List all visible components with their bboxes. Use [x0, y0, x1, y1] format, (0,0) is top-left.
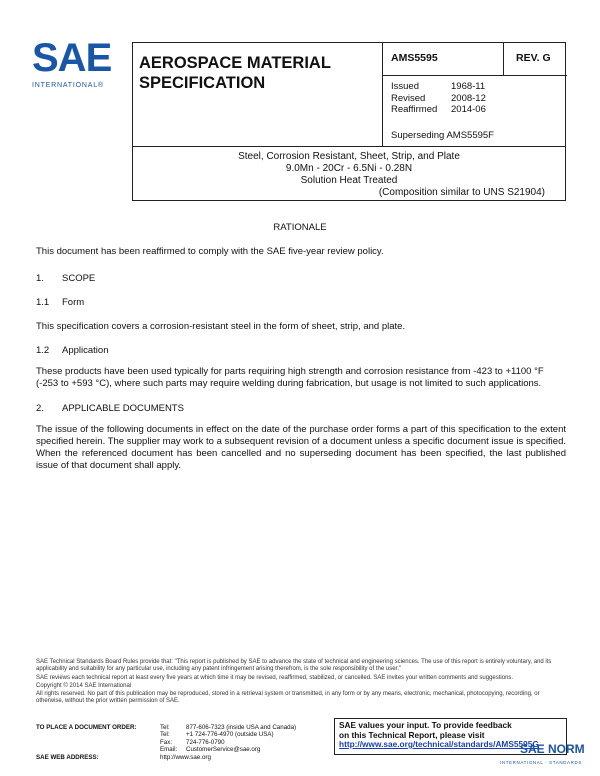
- copyright: Copyright © 2014 SAE International: [36, 682, 132, 689]
- form-text: This specification covers a corrosion-resistant steel in the form of sheet, strip, and plate.: [36, 321, 406, 332]
- sae-logo-subtitle: INTERNATIONAL®: [32, 82, 104, 89]
- feedback-link[interactable]: http://www.sae.org/technical/standards/AMS5595G: [339, 739, 539, 749]
- section-number: 1.2: [36, 345, 50, 356]
- applicable-documents-text: The issue of the following documents in effect on the date of the purchase order forms a part of this specification to the extent specified herein. The supplier may work to a subsequent revision of a document unless a specific document issue is specified. When the referenced document has been cancelled and no superseding document has been specified, the last published issue of that document shall apply.: [36, 424, 566, 471]
- contact-value: 724-776-0790: [186, 738, 225, 746]
- subject-line: Solution Heat Treated: [300, 175, 398, 186]
- section-number: 2.: [36, 403, 44, 414]
- spec-type-cell: [133, 43, 383, 146]
- date-label: Issued: [391, 81, 419, 92]
- legal-paragraph: SAE Technical Standards Board Rules provide that: "This report is published by SAE to advance the state of technical and engineering sciences. The use of this report is entirely voluntary, and its applicability and suitability for any particular use, including any patent infringement arising therefrom, is the sole responsibility of the user.": [36, 659, 552, 673]
- date-row: [391, 93, 486, 105]
- sae-logo-letters: SAE: [32, 36, 112, 80]
- date-row: [391, 81, 486, 93]
- section-title: APPLICABLE DOCUMENTS: [62, 403, 184, 414]
- contact-key: Email:: [160, 745, 178, 753]
- section-title: Application: [62, 345, 109, 356]
- section-number: 1.: [36, 273, 44, 284]
- contact-value: 877-606-7323 (inside USA and Canada): [186, 724, 297, 731]
- spec-type-title: [139, 53, 331, 93]
- contact-key: Fax:: [160, 738, 173, 746]
- application-text: These products have been used typically for parts requiring high strength and corrosion resistance from -423 to +1100 °F (-253 to +593 °C), where such parts may require welding during fabrication, but usage is not limited to such applications.: [36, 366, 544, 389]
- date-list: [391, 81, 486, 116]
- contact-key: Tel:: [160, 731, 170, 739]
- superseding: Superseding AMS5595F: [391, 130, 494, 141]
- subject-line: (Composition similar to UNS S21904): [378, 187, 545, 198]
- header-box: [132, 42, 566, 201]
- spec-type-line1: AEROSPACE MATERIAL: [139, 54, 331, 72]
- legal-paragraph: SAE reviews each technical report at least every five years at which time it may be revised, reaffirmed, stabilized, or cancelled. SAE invites your written comments and suggestions.: [36, 674, 514, 681]
- date-label: Revised: [391, 92, 426, 104]
- revision: REV. G: [516, 52, 551, 64]
- contact-value: +1 724-776-4970 (outside USA): [186, 731, 274, 739]
- section-heading-form: [36, 297, 84, 308]
- date-value: 2008-12: [451, 92, 486, 104]
- date-value: 2014-06: [451, 104, 486, 115]
- doc-number: AMS5595: [391, 52, 438, 64]
- watermark-text: SAE NORM: [520, 742, 585, 756]
- web-url-link[interactable]: http://www.sae.org: [160, 754, 211, 761]
- doc-number-cell: [383, 43, 504, 76]
- section-heading-application: [36, 345, 108, 356]
- rationale-text: This document has been reaffirmed to comply with the SAE five-year review policy.: [36, 246, 384, 257]
- section-title: Form: [62, 297, 85, 308]
- subject-line: 9.0Mn - 20Cr - 6.5Ni - 0.28N: [285, 163, 413, 174]
- date-value: 1968-11: [451, 81, 486, 92]
- subject-line: Steel, Corrosion Resistant, Sheet, Strip, and Plate: [238, 151, 460, 162]
- spec-type-line2: SPECIFICATION: [139, 74, 266, 92]
- header-divider: [133, 146, 565, 147]
- sae-logo: [22, 36, 122, 98]
- feedback-line: SAE values your input. To provide feedback: [339, 720, 512, 730]
- contact-email-link[interactable]: CustomerService@sae.org: [186, 745, 261, 753]
- date-label: Reaffirmed: [391, 104, 438, 115]
- revision-cell: [504, 43, 567, 76]
- legal-paragraph: All rights reserved. No part of this publication may be reproduced, stored in a retrieval system or transmitted, in any form or by any means, electronic, mechanical, photocopying, recording, or otherwise, without the prior written permission of SAE.: [36, 691, 540, 705]
- contact-key: Tel:: [160, 724, 170, 731]
- section-heading-scope: [36, 273, 95, 284]
- date-row: [391, 104, 486, 116]
- section-title: SCOPE: [62, 273, 96, 284]
- sae-norm-watermark: [500, 740, 590, 770]
- web-label: SAE WEB ADDRESS:: [36, 754, 99, 761]
- rationale-title: RATIONALE: [273, 222, 327, 233]
- legal-footer: [36, 659, 566, 707]
- section-heading-applicable-documents: [36, 403, 184, 414]
- order-label: TO PLACE A DOCUMENT ORDER:: [36, 724, 137, 731]
- watermark-subtitle: INTERNATIONAL · STANDARDS: [500, 760, 582, 765]
- section-number: 1.1: [36, 297, 50, 308]
- order-contact-block: [36, 724, 336, 764]
- feedback-line: on this Technical Report, please visit: [339, 729, 485, 740]
- spec-subject: [133, 151, 565, 199]
